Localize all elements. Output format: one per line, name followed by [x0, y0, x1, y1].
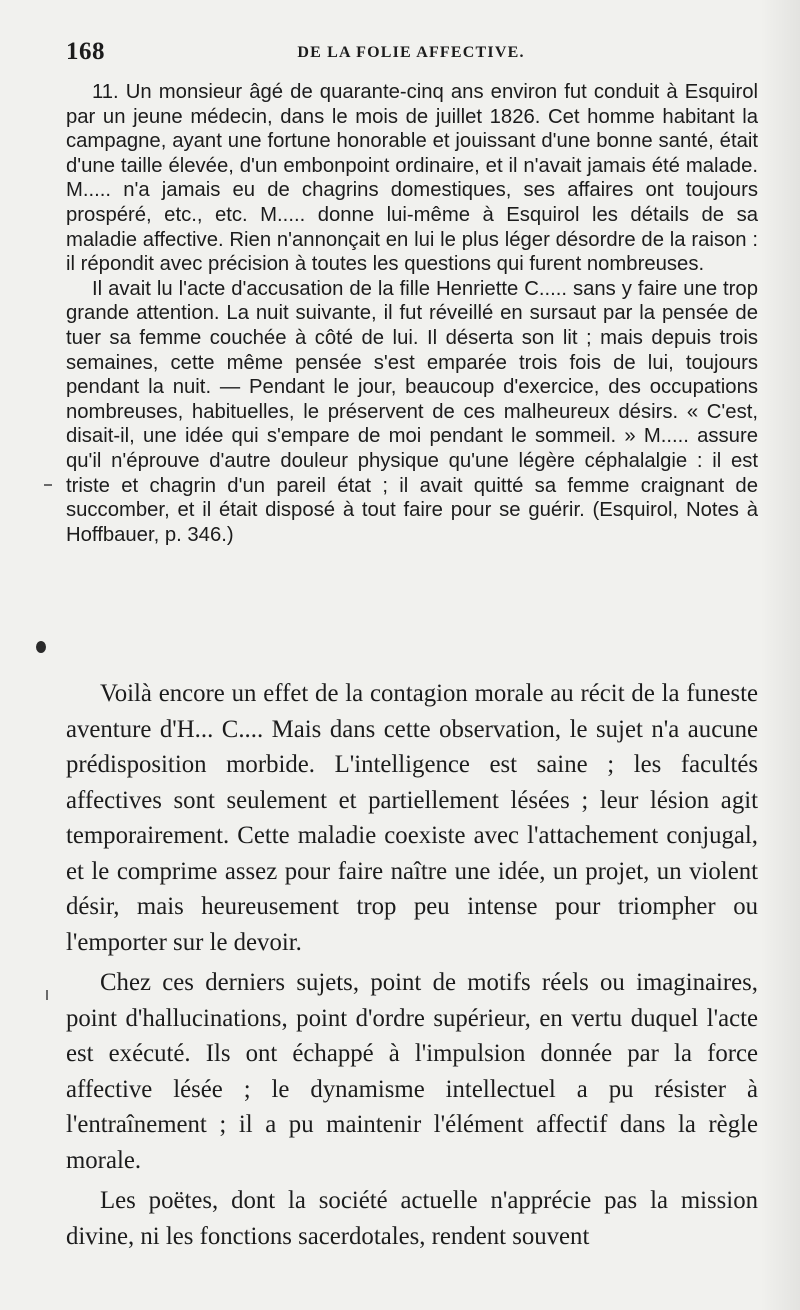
margin-mark	[44, 484, 52, 486]
page-header	[66, 38, 756, 68]
margin-mark	[46, 990, 48, 1000]
case-paragraph-2: Il avait lu l'acte d'accusation de la fille Henriette C..... sans y faire une trop grande attention. La nuit suivante, il fut réveillé en sursaut par la pensée de tuer sa femme couchée à côté de lui. Il déserta son lit ; mais depuis trois semaines, cette même pensée s'est emparée trois fois de lui, toujours pendant la nuit. — Pendant le jour, beaucoup d'exercice, des occupations nombreuses, habituelles, le préservent de ces malheureux désirs. « C'est, disait-il, une idée qui s'empare de moi pendant le sommeil. » M..... assure qu'il n'éprouve d'autre douleur physique qu'une légère céphalalgie : il est triste et chagrin d'un pareil état ; il avait quitté sa femme craignant de succomber, et il était disposé à tout faire pour se guérir. (Esquirol, Notes à Hoffbauer, p. 346.)	[66, 277, 758, 546]
case-report-block	[66, 80, 758, 547]
running-title: DE LA FOLIE AFFECTIVE.	[297, 44, 525, 61]
commentary-paragraph-2: Chez ces derniers sujets, point de motifs réels ou imaginaires, point d'hallucinations, point d'ordre supérieur, en vertu duquel l'acte est exécuté. Ils ont échappé à l'impulsion donnée par la force affective lésée ; le dynamisme intellectuel a pu résister à l'entraînement ; il a pu maintenir l'élément affectif dans la règle morale.	[66, 969, 758, 1174]
scan-edge-shadow	[760, 0, 800, 1310]
commentary-paragraph-1: Voilà encore un effet de la contagion morale au récit de la funeste aventure d'H... C.... Mais dans cette observation, le sujet n'a aucune prédisposition morbide. L'intelligence est saine ; les facultés affectives sont seulement et partiellement lésées ; leur lésion agit temporairement. Cette maladie coexiste avec l'attachement conjugal, et le comprime assez pour faire naître une idée, un projet, un violent désir, mais heureusement trop peu intense pour triompher ou l'emporter sur le devoir.	[66, 680, 758, 956]
commentary-block	[66, 676, 758, 1254]
commentary-paragraph-3: Les poëtes, dont la société actuelle n'apprécie pas la mission divine, ni les fonctions sacerdotales, rendent souvent	[66, 1187, 758, 1250]
case-paragraph-1: 11. Un monsieur âgé de quarante-cinq ans environ fut conduit à Esquirol par un jeune médecin, dans le mois de juillet 1826. Cet homme habitant la campagne, ayant une fortune honorable et jouissant d'une bonne santé, était d'une taille élevée, d'un embonpoint ordinaire, et il n'avait jamais été malade. M..... n'a jamais eu de chagrins domestiques, ses affaires ont toujours prospéré, etc., etc. M..... donne lui-même à Esquirol les détails de sa maladie affective. Rien n'annonçait en lui le plus léger désordre de la raison : il répondit avec précision à toutes les questions qui furent nombreuses.	[66, 81, 758, 276]
page-number: 168	[66, 38, 105, 65]
margin-ink-dot	[36, 641, 46, 653]
